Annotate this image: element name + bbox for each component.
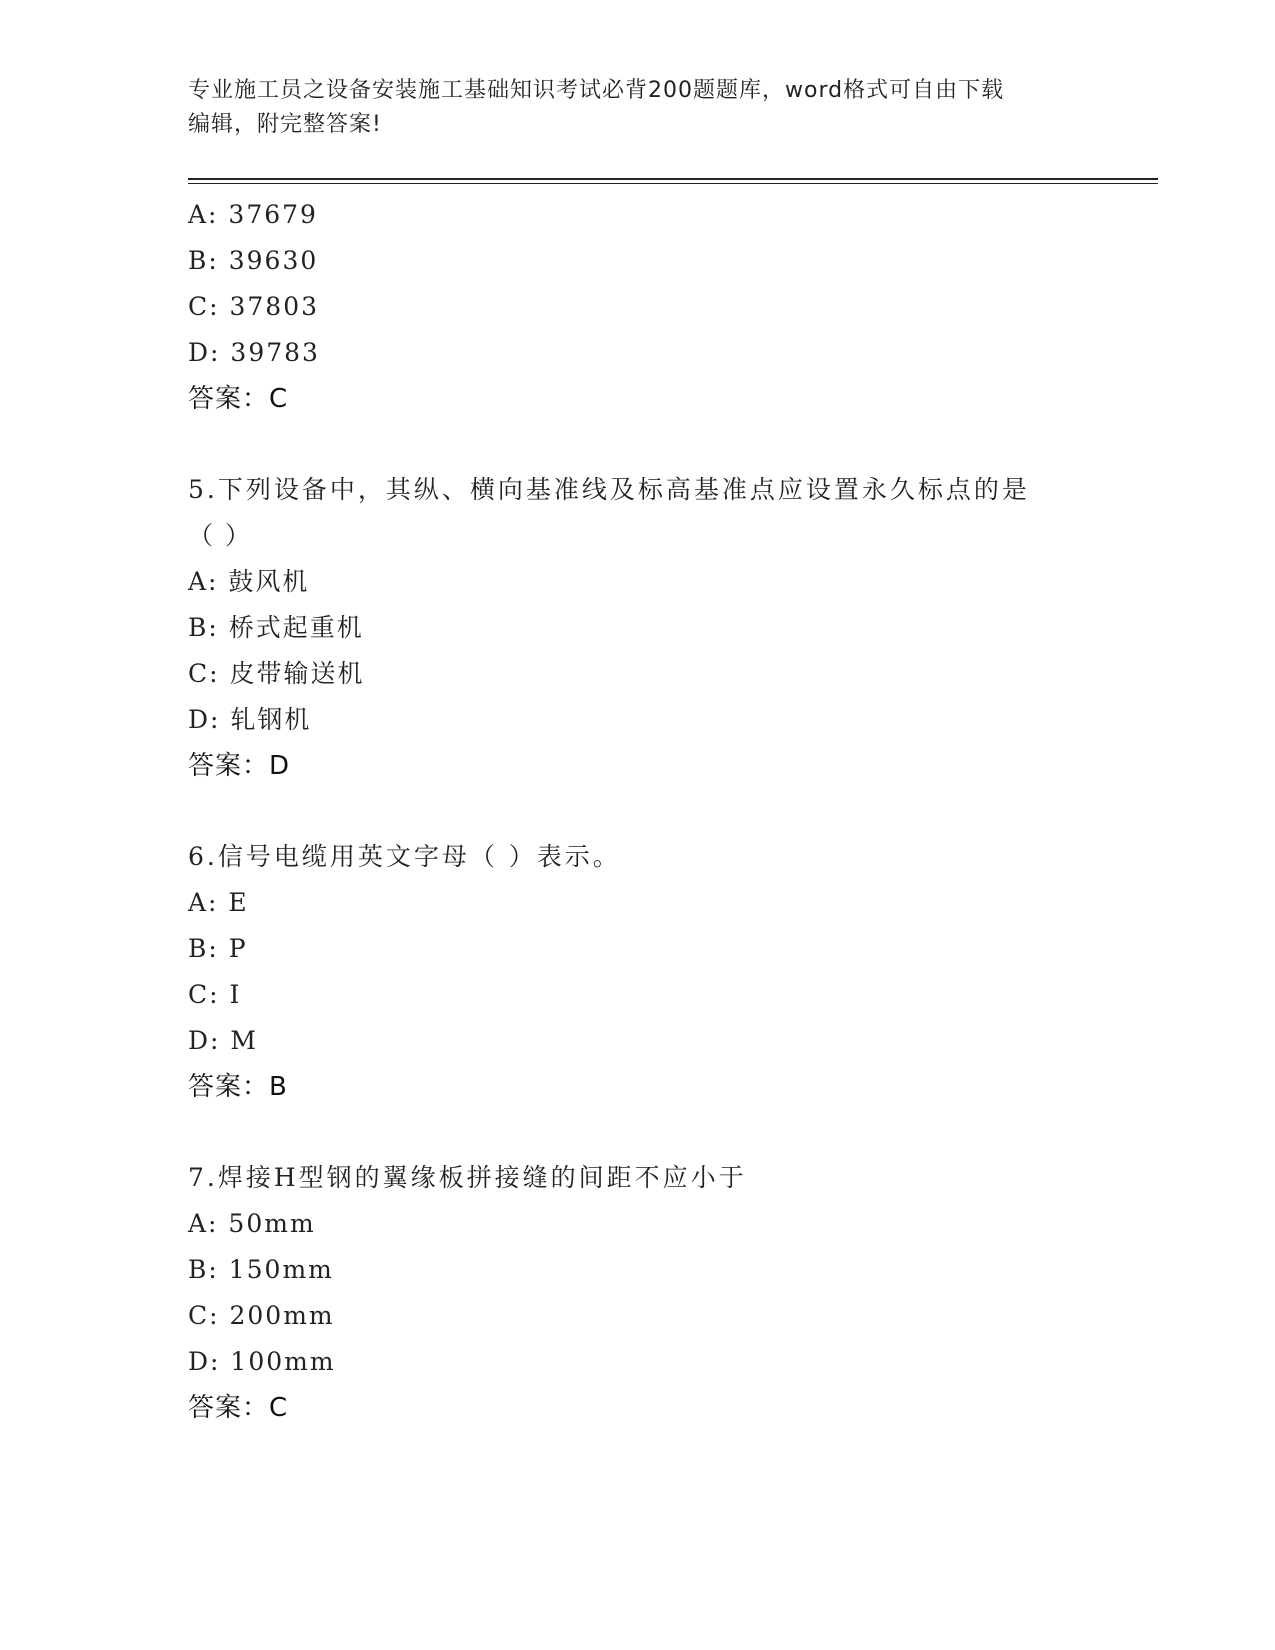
question-list: [188, 192, 1088, 1431]
question-spacer: [188, 789, 1088, 834]
header-rule-thin: [188, 183, 1158, 184]
option-b: B: 桥式起重机: [188, 613, 364, 642]
option-c: C: I: [188, 980, 242, 1009]
option-c: C: 200mm: [188, 1301, 335, 1330]
option-b: B: 150mm: [188, 1255, 334, 1284]
option-c: C: 皮带输送机: [188, 659, 365, 688]
question-stem: 7.焊接H型钢的翼缘板拼接缝的间距不应小于: [188, 1163, 747, 1192]
option-d: D: 100mm: [188, 1347, 336, 1376]
option-c: C: 37803: [188, 292, 320, 321]
header-title-line2: 编辑，附完整答案!: [188, 112, 382, 137]
option-a: A: E: [188, 888, 249, 917]
question-5: [188, 467, 1088, 789]
answer-line: 答案：C: [188, 1393, 289, 1423]
option-a: A: 鼓风机: [188, 567, 310, 596]
option-d: D: 轧钢机: [188, 705, 312, 734]
document-header: [188, 74, 1068, 142]
option-a: A: 37679: [188, 200, 318, 229]
question-stem: 5.下列设备中，其纵、横向基准线及标高基准点应设置永久标点的是: [188, 475, 1030, 504]
question-7: [188, 1155, 1088, 1431]
answer-line: 答案：C: [188, 384, 289, 414]
answer-line: 答案：D: [188, 751, 291, 781]
question-stem: 6.信号电缆用英文字母（ ）表示。: [188, 842, 621, 871]
header-rule-thick: [188, 178, 1158, 180]
answer-line: 答案：B: [188, 1072, 288, 1102]
option-a: A: 50mm: [188, 1209, 316, 1238]
option-d: D: M: [188, 1026, 259, 1055]
question-6: [188, 834, 1088, 1110]
option-b: B: 39630: [188, 246, 319, 275]
option-d: D: 39783: [188, 338, 320, 367]
header-title-line1: 专业施工员之设备安装施工基础知识考试必背200题题库，word格式可自由下载: [188, 78, 1005, 103]
question-4: [188, 192, 1088, 422]
question-spacer: [188, 1110, 1088, 1155]
question-spacer: [188, 422, 1088, 467]
option-b: B: P: [188, 934, 248, 963]
question-stem-continued: （ ）: [188, 521, 252, 550]
